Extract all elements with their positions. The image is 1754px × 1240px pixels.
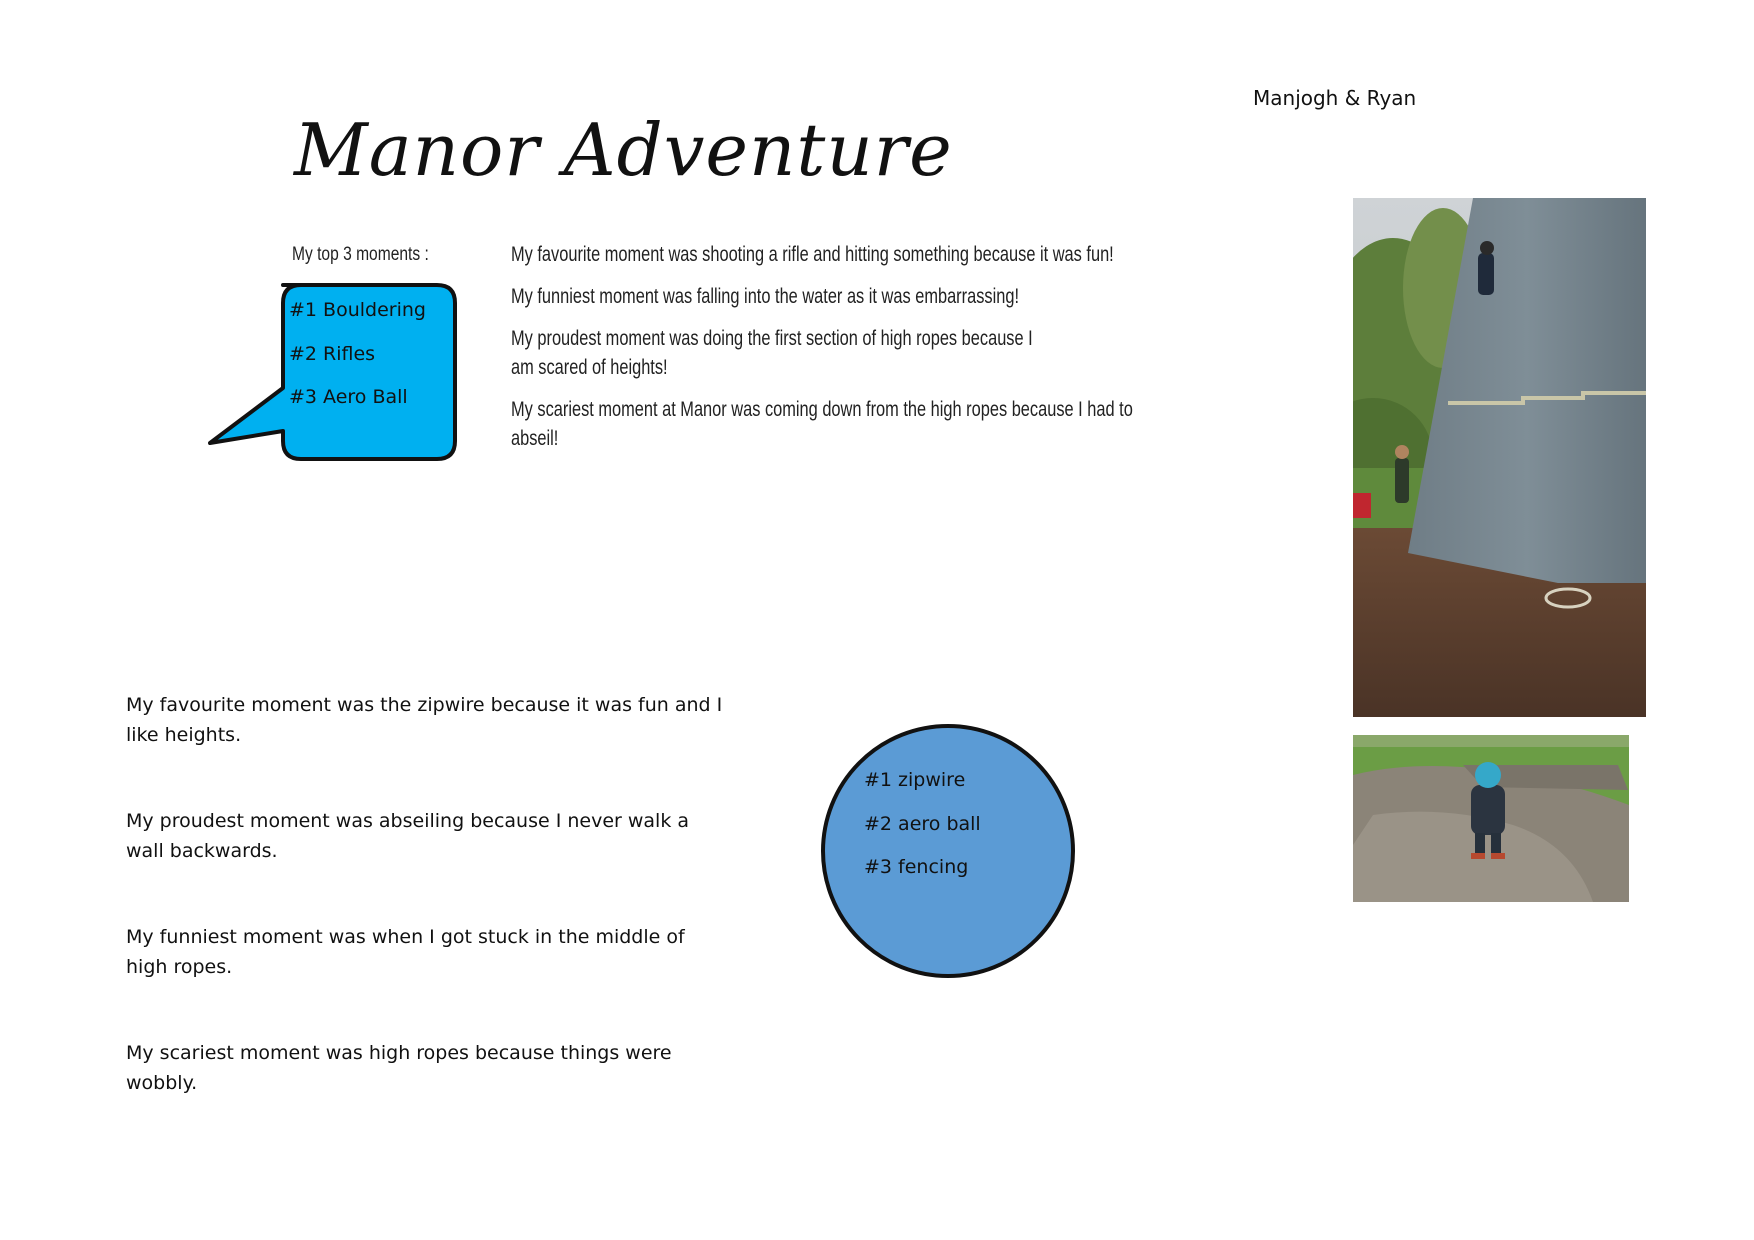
- moment-text: My funniest moment was when I got stuck in the middle of high ropes.: [126, 926, 685, 978]
- moment-text: My favourite moment was the zipwire because it was fun and I like heights.: [126, 694, 723, 746]
- list-item: #3 Aero Ball: [289, 386, 408, 408]
- top-moments-label: My top 3 moments :: [292, 244, 429, 265]
- list-item: #1 Bouldering: [289, 299, 426, 321]
- climbing-wall-photo: [1353, 198, 1646, 717]
- moment-text: My scariest moment at Manor was coming down from the high ropes because I had to abseil!: [511, 398, 1133, 450]
- list-item: #2 aero ball: [864, 812, 981, 835]
- authors-name: Manjogh & Ryan: [1253, 86, 1417, 110]
- moment-text: My funniest moment was falling into the water as it was embarrassing!: [511, 285, 1019, 308]
- top-moments-list: [289, 298, 426, 429]
- moments-list-first: [511, 240, 1231, 466]
- list-item: #1 zipwire: [864, 769, 966, 791]
- page-title: Manor Adventure: [294, 108, 953, 192]
- climbing-wall-image: [1353, 198, 1646, 717]
- moment-text: My proudest moment was doing the first section of high ropes because I am scared of heights!: [511, 327, 1033, 379]
- list-item: #3 fencing: [864, 856, 969, 878]
- list-item: #2 Rifles: [289, 342, 376, 365]
- child-outdoors-photo: [1353, 735, 1629, 902]
- moments-list-second: [126, 690, 726, 1154]
- child-outdoors-image: [1353, 735, 1629, 902]
- moment-text: My proudest moment was abseiling because I never walk a wall backwards.: [126, 810, 690, 862]
- moment-text: My favourite moment was shooting a rifle and hitting something because it was fun!: [511, 243, 1114, 266]
- moment-text: My scariest moment was high ropes because things were wobbly.: [126, 1042, 672, 1094]
- top-moments-list-second: [864, 768, 981, 899]
